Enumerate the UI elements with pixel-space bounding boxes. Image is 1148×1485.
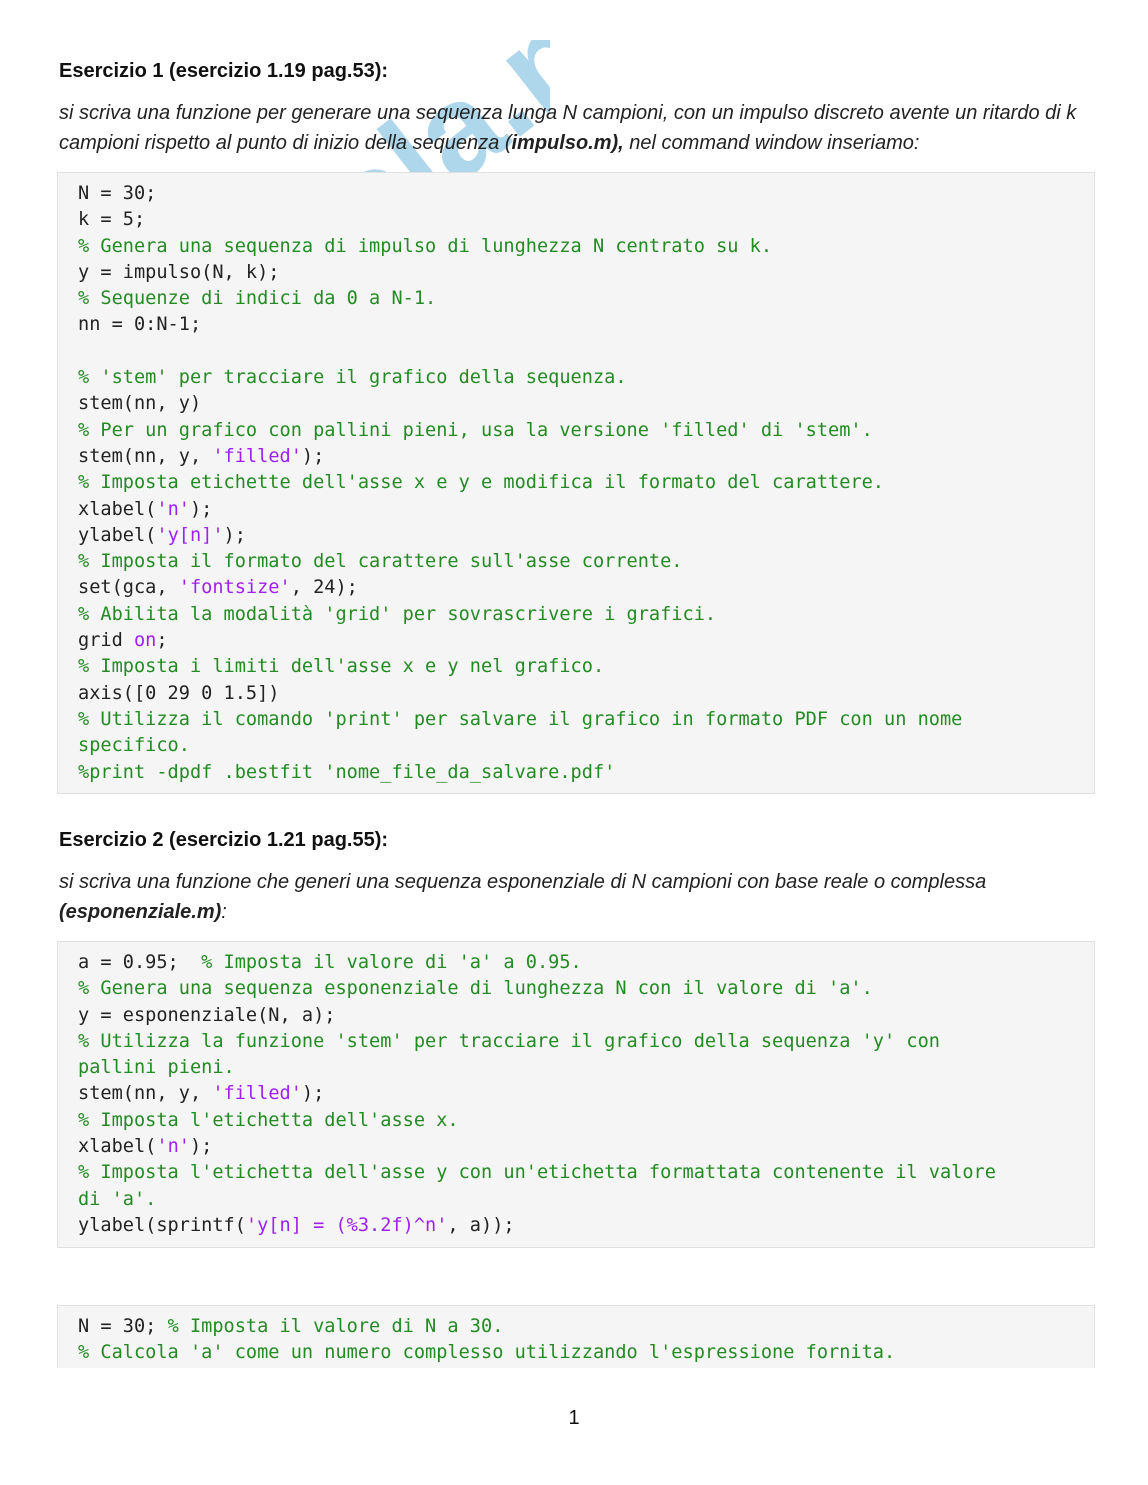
exercise-1-code-block	[57, 172, 1095, 794]
code-comment: % Sequenze di indici da 0 a N-1.	[78, 288, 437, 310]
exercise-1-heading: Esercizio 1 (esercizio 1.19 pag.53):	[59, 60, 389, 82]
exercise-2-description	[59, 867, 1089, 927]
exercise-1-desc-text: si scriva una funzione per generare una sequenza lunga N campioni, con un impulso discreto avente un ritardo di k campioni rispetto al punto di inizio della sequenza (	[59, 102, 1077, 154]
code-line	[78, 444, 1074, 470]
code-string: 'y[n] = (%3.2f)^n'	[245, 1214, 448, 1236]
code-comment: % Imposta l'etichetta dell'asse x.	[78, 1109, 459, 1131]
code-line	[78, 1055, 1074, 1081]
code-line	[78, 602, 1074, 628]
code-text: );	[189, 1136, 213, 1158]
code-line	[78, 1134, 1074, 1160]
code-line	[78, 312, 1074, 338]
code-text: stem(nn, y,	[78, 1083, 213, 1105]
code-text: y = impulso(N, k);	[78, 261, 280, 283]
code-line	[78, 654, 1074, 680]
code-line	[78, 391, 1074, 417]
code-comment: % Abilita la modalità 'grid' per sovrascrivere i grafici.	[78, 603, 717, 625]
code-string: 'fontsize'	[178, 577, 291, 599]
code-line	[78, 549, 1074, 575]
code-comment: % Imposta etichette dell'asse x e y e modifica il formato del carattere.	[78, 472, 884, 494]
code-line	[78, 365, 1074, 391]
code-line	[78, 733, 1074, 759]
code-line	[78, 1160, 1074, 1186]
code-string: 'filled'	[212, 1083, 302, 1105]
code-comment: % Genera una sequenza esponenziale di lunghezza N con il valore di 'a'.	[78, 978, 873, 1000]
code-comment: %print -dpdf .bestfit 'nome_file_da_salvare.pdf'	[78, 761, 616, 783]
code-comment: % Imposta il valore di N a 30.	[167, 1316, 504, 1337]
code-line	[78, 260, 1074, 286]
code-comment: di 'a'.	[78, 1188, 157, 1210]
code-line	[78, 497, 1074, 523]
code-text: k = 5;	[78, 209, 146, 231]
code-line	[78, 286, 1074, 312]
code-text: set(gca,	[78, 577, 179, 599]
code-line	[78, 234, 1074, 260]
code-line	[78, 628, 1074, 654]
code-text: stem(nn, y)	[78, 393, 202, 415]
code-string: 'y[n]'	[156, 524, 224, 546]
code-line	[78, 1340, 1074, 1366]
code-line	[78, 1213, 1074, 1239]
code-text: N = 30;	[78, 1316, 168, 1337]
code-line	[78, 1314, 1074, 1340]
exercise-2-code-block	[57, 941, 1095, 1248]
code-comment: pallini pieni.	[78, 1057, 235, 1079]
code-line	[78, 1003, 1074, 1029]
code-line	[78, 339, 1074, 365]
code-line	[78, 1029, 1074, 1055]
page-number: 1	[568, 1407, 580, 1429]
code-comment: % Imposta l'etichetta dell'asse y con un'etichetta formattata contenente il valore	[78, 1162, 996, 1184]
code-line	[78, 1108, 1074, 1134]
code-line	[78, 681, 1074, 707]
code-comment: % Genera una sequenza di impulso di lunghezza N centrato su k.	[78, 235, 773, 257]
code-line	[78, 976, 1074, 1002]
code-line	[78, 575, 1074, 601]
exercise-2-desc-text-end: :	[221, 901, 227, 923]
code-text: grid	[78, 630, 134, 652]
code-comment: % Imposta i limiti dell'asse x e y nel grafico.	[78, 656, 605, 678]
code-text: y = esponenziale(N, a);	[78, 1004, 336, 1026]
code-line	[78, 470, 1074, 496]
code-line	[78, 1187, 1074, 1213]
exercise-1-filename: impulso.m),	[511, 132, 624, 154]
code-line	[78, 181, 1074, 207]
code-text: , 24);	[290, 577, 358, 599]
code-string: on	[133, 630, 157, 652]
code-text: ylabel(	[78, 524, 157, 546]
code-text: ;	[156, 630, 168, 652]
code-text: a = 0.95;	[78, 952, 202, 973]
code-text: );	[301, 445, 325, 467]
code-comment: % Calcola 'a' come un numero complesso utilizzando l'espressione fornita.	[78, 1342, 896, 1364]
code-comment: % Imposta il valore di 'a' a 0.95.	[201, 952, 582, 973]
code-line	[78, 418, 1074, 444]
code-comment: % Imposta il formato del carattere sull'asse corrente.	[78, 551, 683, 573]
code-line	[78, 950, 1074, 976]
exercise-2-desc-text: si scriva una funzione che generi una sequenza esponenziale di N campioni con base reale o complessa	[59, 871, 987, 893]
code-string: 'n'	[156, 498, 190, 520]
code-text: );	[189, 498, 213, 520]
code-line	[78, 760, 1074, 786]
code-comment: % Per un grafico con pallini pieni, usa la versione 'filled' di 'stem'.	[78, 419, 873, 441]
code-comment: % 'stem' per tracciare il grafico della sequenza.	[78, 367, 627, 389]
code-line	[78, 1081, 1074, 1107]
code-text: ylabel(sprintf(	[78, 1214, 246, 1236]
exercise-1-desc-text-end: nel command window inseriamo:	[623, 132, 920, 154]
exercise-2-heading: Esercizio 2 (esercizio 1.21 pag.55):	[59, 829, 389, 851]
code-text: nn = 0:N-1;	[78, 314, 202, 336]
exercise-1-description	[59, 98, 1089, 158]
code-text: axis([0 29 0 1.5])	[78, 682, 280, 704]
code-text: xlabel(	[78, 498, 157, 520]
code-line	[78, 207, 1074, 233]
code-line	[78, 707, 1074, 733]
code-line	[78, 523, 1074, 549]
code-text: );	[301, 1083, 325, 1105]
code-string: 'filled'	[212, 445, 302, 467]
code-string: 'n'	[156, 1136, 190, 1158]
code-text: N = 30;	[78, 183, 157, 204]
code-text: );	[223, 524, 246, 546]
code-comment: specifico.	[78, 735, 190, 757]
code-text: , a));	[447, 1214, 515, 1236]
exercise-2-code-block-continued	[57, 1305, 1095, 1368]
code-text: xlabel(	[78, 1136, 157, 1158]
code-comment: % Utilizza la funzione 'stem' per tracciare il grafico della sequenza 'y' con	[78, 1030, 940, 1052]
code-comment: % Utilizza il comando 'print' per salvare il grafico in formato PDF con un nome	[78, 708, 963, 730]
exercise-2-filename: (esponenziale.m)	[59, 901, 222, 923]
code-text: stem(nn, y,	[78, 445, 213, 467]
